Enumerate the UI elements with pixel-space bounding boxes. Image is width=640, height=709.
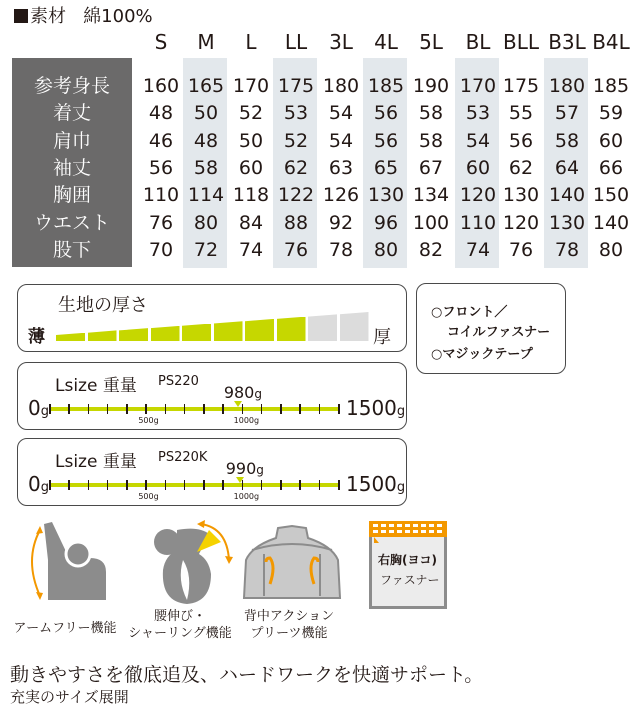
table-cell: 58 <box>418 129 444 152</box>
scale-tick <box>165 404 167 414</box>
weight-panel <box>17 438 407 506</box>
table-cell: 185 <box>367 75 405 97</box>
material-value: 綿100% <box>83 6 153 27</box>
table-cell: 46 <box>148 129 174 152</box>
table-cell: 60 <box>465 156 491 179</box>
table-cell: 80 <box>373 238 399 261</box>
table-cell: 54 <box>328 102 354 125</box>
scale-tick <box>338 480 340 490</box>
weight-number: 980 <box>223 383 255 402</box>
table-cell: 58 <box>554 129 580 152</box>
scale-line <box>49 483 338 487</box>
table-cell: 185 <box>592 75 630 97</box>
scale-min-label: 0g <box>28 396 49 420</box>
fabric-thickness-panel <box>17 284 407 352</box>
feature-label-line1: 背中アクション <box>243 609 335 624</box>
table-cell: 50 <box>193 102 219 125</box>
thickness-segment-filled <box>56 333 85 341</box>
size-header: M <box>197 30 215 54</box>
weight-title: Lsize 重量 <box>55 376 137 396</box>
weight-value <box>224 383 262 402</box>
scale-tick <box>107 404 109 414</box>
scale-tick <box>203 404 205 414</box>
scale-tick <box>222 480 224 490</box>
table-cell: 58 <box>418 102 444 125</box>
weight-number: 990 <box>225 459 257 478</box>
table-cell: 120 <box>459 184 497 207</box>
table-cell: 100 <box>412 211 450 234</box>
thickness-segment-filled <box>277 317 306 341</box>
scale-tick <box>165 480 167 490</box>
weight-unit: g <box>254 387 262 401</box>
scale-tick <box>184 480 186 490</box>
row-label: 着丈 <box>52 102 91 125</box>
closure-line-1: ○フロント／ <box>431 305 508 320</box>
table-cell: 170 <box>459 75 497 97</box>
scale-tick <box>88 404 90 414</box>
table-cell: 118 <box>232 184 270 207</box>
table-cell: 130 <box>502 184 540 207</box>
size-header: BL <box>465 30 491 54</box>
table-cell: 48 <box>148 102 174 125</box>
row-label: 袖丈 <box>52 156 91 179</box>
weight-value <box>226 459 264 478</box>
table-cell: 76 <box>508 238 534 261</box>
thickness-segment-filled <box>214 321 243 341</box>
table-cell: 64 <box>554 156 580 179</box>
table-cell: 134 <box>412 184 450 207</box>
thickness-segment-empty <box>340 312 369 341</box>
feature-label-line2: プリーツ機能 <box>250 626 328 641</box>
feature-arm-free <box>10 520 117 640</box>
size-header: B3L <box>548 30 586 54</box>
table-cell: 80 <box>193 211 219 234</box>
table-cell: 180 <box>322 75 360 97</box>
table-cell: 84 <box>238 211 264 234</box>
scale-tick <box>299 480 301 490</box>
table-cell: 110 <box>459 211 497 234</box>
feature-label: アームフリー機能 <box>13 621 117 636</box>
table-cell: 54 <box>465 129 491 152</box>
size-header: L <box>245 30 257 54</box>
scale-tick <box>184 404 186 414</box>
scale-tick <box>203 480 205 490</box>
thick-label: 厚 <box>373 327 391 348</box>
table-cell: 78 <box>554 238 580 261</box>
table-cell: 122 <box>277 184 315 207</box>
feature-chest-zipper <box>369 521 447 609</box>
arm-raise-icon <box>10 520 110 600</box>
table-cell: 96 <box>373 211 399 234</box>
table-cell: 67 <box>418 156 444 179</box>
table-cell: 59 <box>598 102 624 125</box>
table-cell: 170 <box>232 75 270 97</box>
scale-tick <box>222 404 224 414</box>
table-cell: 150 <box>592 184 630 207</box>
table-cell: 62 <box>508 156 534 179</box>
scale-tick <box>280 480 282 490</box>
feature-label-line1: 腰伸び・ <box>153 609 206 624</box>
thickness-segment-filled <box>119 328 148 341</box>
table-cell: 114 <box>187 184 225 207</box>
feature-back-pleats <box>238 520 348 645</box>
table-cell: 56 <box>373 129 399 152</box>
thickness-title: 生地の厚さ <box>58 295 148 316</box>
size-header: 4L <box>374 30 398 54</box>
size-header: B4L <box>592 30 630 54</box>
table-cell: 72 <box>193 238 219 261</box>
weight-title: Lsize 重量 <box>55 452 137 472</box>
thickness-segment-empty <box>308 314 337 341</box>
closure-line-3: ○マジックテープ <box>431 347 533 362</box>
table-cell: 175 <box>502 75 540 97</box>
subline: 充実のサイズ展開 <box>10 688 129 706</box>
table-cell: 190 <box>412 75 450 97</box>
table-cell: 74 <box>465 238 491 261</box>
scale-tick <box>242 480 244 490</box>
table-cell: 160 <box>142 75 180 97</box>
tagline: 動きやすさを徹底追及、ハードワークを快適サポート。 <box>10 664 484 686</box>
scale-tick <box>242 404 244 414</box>
table-cell: 56 <box>373 102 399 125</box>
table-cell: 66 <box>598 156 624 179</box>
table-cell: 56 <box>148 156 174 179</box>
table-cell: 58 <box>193 156 219 179</box>
table-cell: 110 <box>142 184 180 207</box>
table-cell: 57 <box>554 102 580 125</box>
size-header: S <box>154 30 168 54</box>
feature-label <box>125 608 235 642</box>
table-cell: 70 <box>148 238 174 261</box>
scale-tick <box>338 404 340 414</box>
scale-tick <box>88 480 90 490</box>
table-cell: 140 <box>548 184 586 207</box>
table-cell: 120 <box>502 211 540 234</box>
table-cell: 88 <box>283 211 309 234</box>
scale-min-label: 0g <box>28 472 49 496</box>
weight-unit: g <box>256 463 264 477</box>
table-cell: 60 <box>238 156 264 179</box>
scale-tick <box>126 404 128 414</box>
scale-tick <box>145 480 147 490</box>
zipper-pocket-icon <box>369 521 447 537</box>
scale-max-label: 1500g <box>346 396 406 420</box>
table-cell: 130 <box>548 211 586 234</box>
scale-tick <box>299 404 301 414</box>
thickness-segment-filled <box>151 326 180 341</box>
size-header: LL <box>284 30 308 54</box>
table-cell: 76 <box>283 238 309 261</box>
scale-max-label: 1500g <box>346 472 406 496</box>
scale-tick <box>319 480 321 490</box>
scale-tick <box>107 480 109 490</box>
size-header: 5L <box>419 30 443 54</box>
table-cell: 180 <box>548 75 586 97</box>
table-cell: 53 <box>465 102 491 125</box>
table-cell: 92 <box>328 211 354 234</box>
scale-tick <box>145 404 147 414</box>
row-label: 胸囲 <box>52 184 91 207</box>
size-header: 3L <box>329 30 353 54</box>
table-cell: 56 <box>508 129 534 152</box>
table-cell: 65 <box>373 156 399 179</box>
scale-line <box>49 407 338 411</box>
table-cell: 78 <box>328 238 354 261</box>
scale-tick <box>280 404 282 414</box>
feature-label-line2: シャーリング機能 <box>128 626 232 641</box>
table-cell: 55 <box>508 102 534 125</box>
table-cell: 52 <box>283 129 309 152</box>
scale-tick <box>49 404 51 414</box>
material-label: 素材 <box>30 6 66 27</box>
size-header: BLL <box>502 30 539 54</box>
scale-tick <box>68 480 70 490</box>
table-cell: 175 <box>277 75 315 97</box>
scale-tick <box>49 480 51 490</box>
scale-tick <box>261 404 263 414</box>
table-cell: 60 <box>598 129 624 152</box>
scale-tick <box>126 480 128 490</box>
table-cell: 62 <box>283 156 309 179</box>
table-cell: 82 <box>418 238 444 261</box>
scale-mid-label: 1000g <box>233 492 260 501</box>
scale-mid-label: 1000g <box>233 416 260 425</box>
thickness-segment-filled <box>88 330 117 341</box>
thickness-segment-filled <box>182 324 211 342</box>
scale-tick <box>68 404 70 414</box>
table-cell: 53 <box>283 102 309 125</box>
feature-label-line2: ファスナー <box>380 573 440 587</box>
scale-mid-label: 500g <box>138 416 159 425</box>
table-cell: 52 <box>238 102 264 125</box>
weight-panel <box>17 362 407 430</box>
row-label: 股下 <box>52 238 91 261</box>
table-cell: 76 <box>148 211 174 234</box>
square-bullet-icon <box>14 9 28 23</box>
feature-label-line1: 右胸(ヨコ) <box>378 553 437 567</box>
thin-label: 薄 <box>28 327 45 347</box>
waist-bend-icon <box>137 520 237 605</box>
closure-panel <box>416 283 566 374</box>
model-number: PS220K <box>158 450 208 465</box>
row-label: 参考身長 <box>33 75 110 97</box>
back-pleat-icon <box>242 524 342 600</box>
table-cell: 126 <box>322 184 360 207</box>
feature-waist-shirring <box>125 520 235 645</box>
scale-mid-label: 500g <box>138 492 159 501</box>
model-number: PS220 <box>158 374 199 389</box>
table-cell: 165 <box>187 75 225 97</box>
feature-label <box>234 608 344 642</box>
closure-line-2: コイルファスナー <box>447 325 551 340</box>
table-cell: 74 <box>238 238 264 261</box>
material-heading <box>14 2 153 28</box>
table-cell: 48 <box>193 129 219 152</box>
scale-tick <box>319 404 321 414</box>
row-label: 肩巾 <box>52 129 91 152</box>
thickness-bar <box>56 309 366 341</box>
scale-tick <box>261 480 263 490</box>
table-cell: 63 <box>328 156 354 179</box>
table-cell: 130 <box>367 184 405 207</box>
table-cell: 140 <box>592 211 630 234</box>
thickness-segment-filled <box>245 319 274 341</box>
table-cell: 80 <box>598 238 624 261</box>
table-cell: 54 <box>328 129 354 152</box>
table-cell: 50 <box>238 129 264 152</box>
row-label: ウエスト <box>33 211 110 234</box>
